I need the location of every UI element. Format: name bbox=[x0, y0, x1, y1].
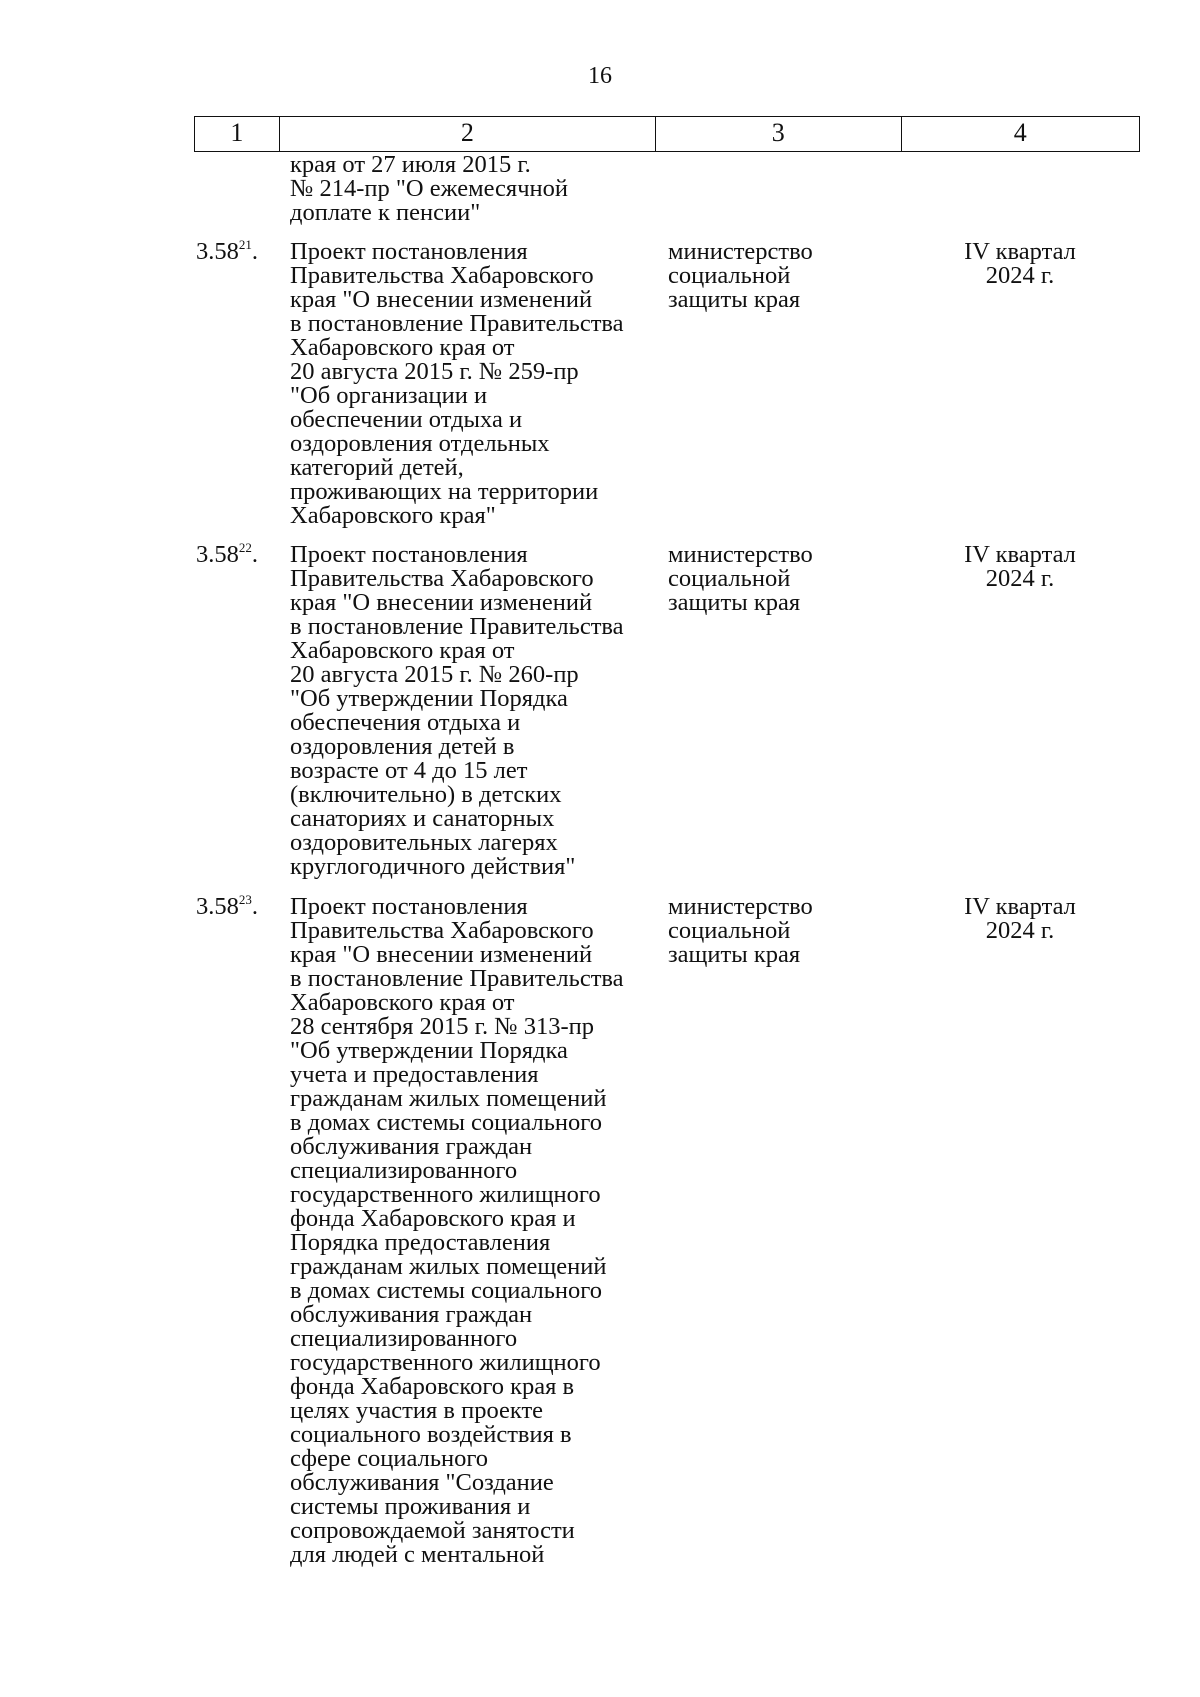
row-text: Проект постановления Правительства Хабаровского края "О внесении изменений в постановление Правительства Хабаровского края от 20 августа 2015 г. № 260-пр "Об утверждении Порядка обеспечения отдыха и оздоровления детей в возрасте от 4 до 15 лет (включительно) в детских санаториях и санаторных оздоровительных лагерях круглогодичного действия" bbox=[290, 541, 624, 880]
row-number-superscript: 21 bbox=[238, 237, 252, 252]
table-header-cell-4: 4 bbox=[1013, 118, 1027, 147]
page-number: 16 bbox=[588, 63, 612, 89]
row-text: Проект постановления Правительства Хабаровского края "О внесении изменений в постановление Правительства Хабаровского края от 28 сентября 2015 г. № 313-пр "Об утверждении Порядка учета и предоставления гражданам жилых помещений в домах системы социального обслуживания граждан специализированного государственного жилищного фонда Хабаровского края и Порядка предоставления гражданам жилых помещений в домах системы социального обслуживания граждан специализированного государственного жилищного фонда Хабаровского края в целях участия в проекте социального воздействия в сфере социального обслуживания "Создание системы проживания и сопровождаемой занятости для людей с ментальной bbox=[290, 893, 624, 1568]
table-header-cell-1: 1 bbox=[195, 117, 280, 151]
row-number bbox=[196, 892, 258, 920]
row-deadline: IV квартал 2024 г. bbox=[964, 238, 1076, 289]
table-header-row bbox=[194, 116, 1140, 152]
row-organization: министерство социальной защиты края bbox=[668, 893, 813, 968]
row-number-superscript: 22 bbox=[238, 540, 252, 555]
row-organization: министерство социальной защиты края bbox=[668, 541, 813, 616]
row-number-base: 3.58 bbox=[196, 238, 239, 265]
row-number-suffix: . bbox=[251, 238, 258, 265]
row-number-superscript: 23 bbox=[238, 892, 252, 907]
table-header-cell-3: 3 bbox=[656, 117, 901, 151]
row-deadline: IV квартал 2024 г. bbox=[964, 541, 1076, 592]
continuation-text: края от 27 июля 2015 г. № 214-пр "О ежемесячной доплате к пенсии" bbox=[290, 151, 568, 226]
row-text: Проект постановления Правительства Хабаровского края "О внесении изменений в постановление Правительства Хабаровского края от 20 августа 2015 г. № 259-пр "Об организации и обеспечении отдыха и оздоровления отдельных категорий детей, проживающих на территории Хабаровского края" bbox=[290, 238, 624, 529]
row-number-base: 3.58 bbox=[196, 541, 239, 568]
table-header-cell-2: 2 bbox=[280, 117, 656, 151]
row-number-base: 3.58 bbox=[196, 893, 239, 920]
row-number bbox=[196, 237, 258, 265]
row-number-suffix: . bbox=[251, 893, 258, 920]
row-number-suffix: . bbox=[251, 541, 258, 568]
row-number bbox=[196, 540, 258, 568]
row-deadline: IV квартал 2024 г. bbox=[964, 893, 1076, 944]
row-organization: министерство социальной защиты края bbox=[668, 238, 813, 313]
